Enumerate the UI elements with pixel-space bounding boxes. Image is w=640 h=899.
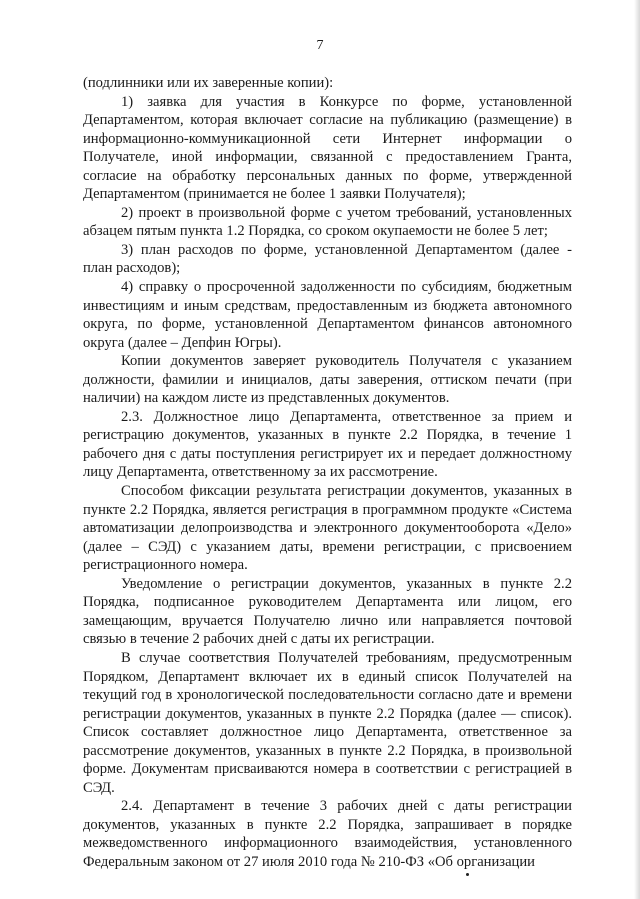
paragraph-recipient-list: В случае соответствия Получателей требованиям, предусмотренным Порядком, Департамент включает их в единый список Получателей на текущий год в хронологической последовательности согласно дате и времени регистрации документов, указанных в пункте 2.2 Порядка (далее — список). Список составляет должностное лицо Департамента, ответственное за рассмотрение документов, указанных в пункте 2.2 Порядка, в произвольной форме. Документам присваиваются номера в соответствии с регистрацией в СЭД. xyxy=(83,649,572,796)
paragraph-registration-method: Способом фиксации результата регистрации документов, указанных в пункте 2.2 Порядка, является регистрация в программном продукте «Система автоматизации делопроизводства и электронного документооборота «Дело» (далее – СЭД) с указанием даты, времени регистрации, с присвоением регистрационного номера. xyxy=(83,483,572,574)
scan-edge-shadow xyxy=(634,0,640,899)
paragraph-2-3: 2.3. Должностное лицо Департамента, ответственное за прием и регистрацию документов, указанных в пункте 2.2 Порядка, в течение 1 рабочего дня с даты поступления регистрирует их и передает должностному лицу Департамента, ответственному за их рассмотрение. xyxy=(83,408,572,481)
paragraph-item-3: 3) план расходов по форме, установленной Департаментом (далее - план расходов); xyxy=(83,241,572,277)
paragraph-notification: Уведомление о регистрации документов, указанных в пункте 2.2 Порядка, подписанное руководителем Департамента или лицом, его замещающим, вручается Получателю лично или направляется почтовой связью в течение 2 рабочих дней с даты их регистрации. xyxy=(83,575,572,648)
paragraph-item-1: 1) заявка для участия в Конкурсе по форме, установленной Департаментом, которая включает согласие на публикацию (размещение) в информационно-коммуникационной сети Интернет информации о Получателе, иной информации, связанной с предоставлением Гранта, согласие на обработку персональных данных по форме, утвержденной Департаментом (принимается не более 1 заявки Получателя); xyxy=(83,93,572,203)
page-number: 7 xyxy=(316,38,324,53)
paragraph-continuation: (подлинники или их заверенные копии): xyxy=(83,75,334,91)
paragraph-2-4: 2.4. Департамент в течение 3 рабочих дней с даты регистрации документов, указанных в пункте 2.2 Порядка, запрашивает в порядке межведомственного информационного взаимодействия, установленного Федеральным законом от 27 июля 2010 года № 210-ФЗ «Об организации xyxy=(83,798,572,870)
paragraph-item-4: 4) справку о просроченной задолженности по субсидиям, бюджетным инвестициям и иным средствам, предоставленным из бюджета автономного округа, по форме, установленной Департаментом финансов автономного округа (далее – Депфин Югры). xyxy=(83,279,572,351)
scan-speck xyxy=(466,873,469,876)
paragraph-item-2: 2) проект в произвольной форме с учетом требований, установленных абзацем пятым пункта 1.2 Порядка, со сроком окупаемости не более 5 лет; xyxy=(83,204,572,240)
document-body xyxy=(83,74,572,872)
paragraph-copies: Копии документов заверяет руководитель Получателя с указанием должности, фамилии и инициалов, даты заверения, оттиском печати (при наличии) на каждом листе из представленных документов. xyxy=(83,353,572,407)
